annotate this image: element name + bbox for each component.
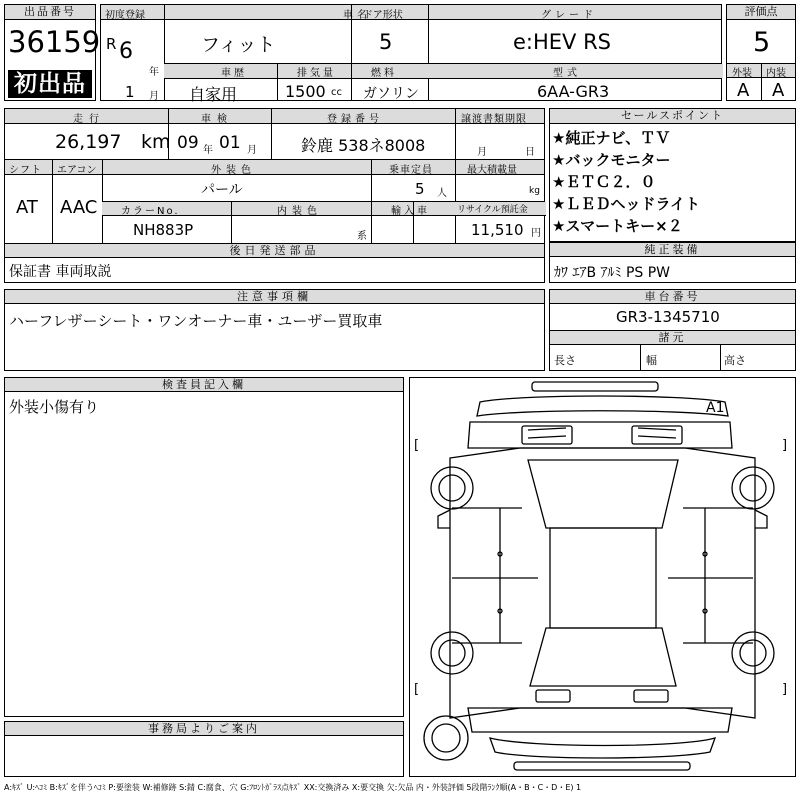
divider bbox=[640, 345, 641, 370]
header-row-2 bbox=[164, 64, 723, 78]
inspector-label: 検査員記入欄 bbox=[5, 378, 403, 392]
score-box bbox=[726, 4, 796, 101]
car-name-value: フィット bbox=[201, 34, 276, 56]
car-diagram-box bbox=[409, 377, 796, 777]
genuine-equipment-value: ｶﾜ ｴｱB ｱﾙﾐ PS PW bbox=[554, 265, 671, 281]
office-label: 事務局よりご案内 bbox=[5, 722, 403, 736]
transfer-label: 譲渡書類期限 bbox=[461, 114, 527, 125]
genuine-equipment-label: 純正装備 bbox=[550, 243, 795, 257]
score-label: 評価点 bbox=[727, 5, 795, 20]
ext-color-value: パール bbox=[201, 182, 243, 198]
sales-points-label: セールスポイント bbox=[550, 109, 795, 124]
history-label: 車歴 bbox=[221, 68, 247, 79]
exterior-grade-value: A bbox=[737, 80, 750, 101]
lot-box bbox=[4, 4, 101, 101]
recycle-unit: 円 bbox=[531, 228, 541, 239]
divider bbox=[455, 109, 456, 159]
divider bbox=[164, 78, 721, 79]
transfer-month-unit: 月 bbox=[477, 147, 487, 158]
recycle-label: リサイクル預託金 bbox=[457, 205, 528, 215]
sales-point-item: ★純正ナビ、ＴＶ bbox=[552, 129, 671, 147]
first-reg-year: 6 bbox=[119, 39, 133, 64]
aircon-label: エアコン bbox=[57, 165, 97, 176]
history-value: 自家用 bbox=[189, 85, 238, 104]
transfer-day-unit: 日 bbox=[525, 147, 535, 158]
interior-grade-value: A bbox=[772, 80, 785, 101]
inspection-year-unit: 年 bbox=[203, 145, 213, 156]
dimensions-label: 諸元 bbox=[550, 331, 795, 345]
grade-label: グレード bbox=[541, 10, 597, 21]
exterior-grade-label: 外装 bbox=[732, 68, 752, 79]
divider bbox=[428, 5, 429, 100]
mileage-label: 走行 bbox=[73, 114, 105, 125]
int-color-label: 内装色 bbox=[277, 206, 322, 217]
first-reg-year-unit: 年 bbox=[149, 67, 159, 78]
later-parts-header bbox=[5, 244, 544, 258]
ext-color-label: 外装色 bbox=[211, 165, 256, 176]
inspection-month-unit: 月 bbox=[247, 145, 257, 156]
displacement-value: 1500 bbox=[285, 82, 326, 101]
later-parts-value: 保証書 車両取説 bbox=[9, 264, 112, 280]
height-label: 高さ bbox=[724, 354, 746, 367]
first-listing-badge: 初出品 bbox=[8, 70, 92, 98]
vehicle-info-grid bbox=[100, 4, 722, 104]
divider bbox=[371, 201, 372, 243]
divider bbox=[351, 63, 352, 100]
mileage-value: 26,197 bbox=[55, 131, 122, 153]
divider bbox=[277, 63, 278, 100]
plate-label: 登録番号 bbox=[327, 114, 383, 125]
bracket-left-bottom: [ bbox=[414, 682, 420, 697]
interior-grade-label: 内装 bbox=[766, 68, 786, 79]
chassis-value: GR3-1345710 bbox=[616, 308, 720, 326]
sales-point-item: ★ＥＴＣ２．０ bbox=[552, 173, 656, 191]
bracket-right-top: ] bbox=[782, 438, 788, 453]
inspection-year: 09 bbox=[177, 133, 199, 153]
model-label: 型式 bbox=[553, 68, 581, 79]
max-load-unit: kg bbox=[529, 186, 540, 196]
import-label: 輸入車 bbox=[391, 206, 430, 217]
plate-value: 鈴鹿 538ネ8008 bbox=[301, 136, 426, 155]
divider bbox=[231, 201, 232, 243]
width-label: 幅 bbox=[646, 354, 657, 367]
recycle-value: 11,510 bbox=[471, 221, 524, 239]
later-parts-label: 後日発送部品 bbox=[229, 244, 320, 257]
divider bbox=[371, 159, 372, 201]
damage-mark: A1 bbox=[706, 400, 725, 416]
bracket-right-bottom: ] bbox=[782, 682, 788, 697]
divider bbox=[720, 345, 721, 370]
int-color-unit: 系 bbox=[357, 231, 367, 242]
genuine-equipment-box bbox=[549, 242, 796, 283]
inspection-label: 車検 bbox=[201, 114, 233, 125]
office-box bbox=[4, 721, 404, 777]
mileage-unit: km bbox=[141, 131, 171, 153]
fuel-value: ガソリン bbox=[363, 86, 419, 102]
sales-point-item: ★ＬＥＤヘッドライト bbox=[552, 195, 700, 213]
length-label: 長さ bbox=[554, 354, 576, 367]
chassis-label: 車台番号 bbox=[550, 290, 795, 304]
aircon-value: AAC bbox=[60, 197, 98, 218]
inspector-value: 外装小傷有り bbox=[9, 398, 100, 416]
lot-number: 36159 bbox=[8, 25, 101, 59]
model-value: 6AA-GR3 bbox=[537, 82, 610, 101]
details-grid bbox=[4, 108, 545, 283]
sales-point-item: ★バックモニター bbox=[552, 151, 671, 169]
car-name-label: 車名 bbox=[343, 10, 371, 21]
inspection-month: 01 bbox=[219, 133, 241, 153]
shift-label: シフト bbox=[9, 165, 42, 176]
capacity-unit: 人 bbox=[437, 188, 447, 199]
damage-legend: A:ｷｽﾞ U:ﾍｺﾐ B:ｷｽﾞを伴うﾍｺﾐ P:要塗装 W:補修跡 S:錆 C:腐食、穴 G:ﾌﾛﾝﾄｶﾞﾗｽ点ｷｽﾞ XX:交換済み X:要交換 欠:欠品 内・外装評価 5段階ﾗﾝｸ順(A・B・C・D・E) 1 bbox=[4, 783, 582, 792]
lot-label: 出品番号 bbox=[5, 5, 95, 20]
header-row-1 bbox=[101, 5, 721, 20]
max-load-label: 最大積載量 bbox=[467, 165, 517, 176]
capacity-value: 5 bbox=[415, 180, 425, 198]
fuel-label: 燃料 bbox=[371, 68, 397, 79]
notes-label: 注意事項欄 bbox=[5, 290, 544, 304]
shift-value: AT bbox=[16, 197, 38, 218]
notes-box bbox=[4, 289, 545, 371]
divider bbox=[351, 5, 352, 65]
first-reg-era: R bbox=[106, 35, 117, 53]
first-reg-month-unit: 月 bbox=[149, 91, 159, 102]
chassis-box bbox=[549, 289, 796, 371]
first-reg-label: 初度登録 bbox=[105, 10, 145, 21]
divider bbox=[271, 109, 272, 159]
first-reg-month: 1 bbox=[125, 83, 135, 101]
doors-value: 5 bbox=[379, 30, 393, 54]
score-value: 5 bbox=[753, 27, 771, 58]
sales-points-box bbox=[549, 108, 796, 242]
displacement-label: 排気量 bbox=[297, 68, 336, 79]
grade-value: e:HEV RS bbox=[513, 30, 612, 54]
sales-point-item: ★スマートキー×２ bbox=[552, 217, 683, 235]
notes-value: ハーフレザーシート・ワンオーナー車・ユーザー買取車 bbox=[9, 312, 383, 330]
car-outline-diagram bbox=[410, 378, 795, 776]
inspector-box bbox=[4, 377, 404, 717]
divider bbox=[761, 63, 762, 100]
color-no-value: NH883P bbox=[133, 221, 194, 239]
divider bbox=[164, 5, 165, 100]
color-no-label: カラーNo. bbox=[121, 206, 180, 217]
divider bbox=[413, 201, 414, 243]
capacity-label: 乗車定員 bbox=[389, 165, 433, 176]
bracket-left-top: [ bbox=[414, 438, 420, 453]
displacement-unit: cc bbox=[331, 87, 342, 98]
divider bbox=[52, 159, 53, 243]
